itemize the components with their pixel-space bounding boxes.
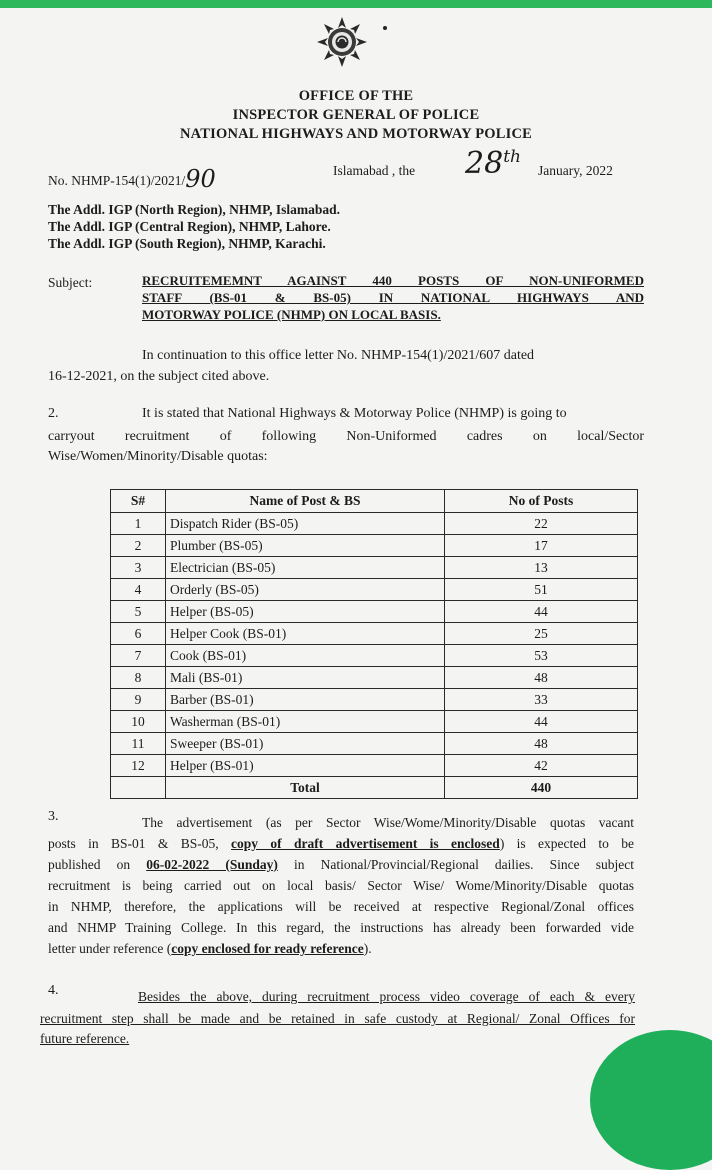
row-sno: 9 xyxy=(111,689,166,711)
table-row xyxy=(111,689,638,711)
para3-line3: published on 06-02-2022 (Sunday) in National/Provincial/Regional dailies. Since subject xyxy=(48,857,635,872)
table-row xyxy=(111,535,638,557)
row-post-name: Sweeper (BS-01) xyxy=(166,733,445,755)
corner-green-shape xyxy=(590,1030,712,1170)
para3-line6: and NHMP Training College. In this regard, the instructions has already been forwarded vide xyxy=(48,920,634,935)
issue-date: January, 2022 xyxy=(538,163,613,178)
row-post-count: 44 xyxy=(445,711,638,733)
para2-number: 2. xyxy=(48,406,59,421)
para3-line5: in NHMP, therefore, the applications will be received at respective Regional/Zonal offices xyxy=(48,899,634,914)
para3-line2: posts in BS-01 & BS-05, copy of draft advertisement is enclosed) is expected to be xyxy=(48,836,634,851)
table-row xyxy=(111,513,638,535)
para2-line3: Wise/Women/Minority/Disable quotas: xyxy=(48,449,268,464)
para2-line2: carryout recruitment of following Non-Uniformed cadres on local/Sector xyxy=(48,429,644,444)
table-row xyxy=(111,601,638,623)
office-title: OFFICE OF THE xyxy=(298,88,414,104)
para3-line7: letter under reference (copy enclosed for ready reference). xyxy=(48,941,372,956)
row-post-count: 13 xyxy=(445,557,638,579)
addressee-south: The Addl. IGP (South Region), NHMP, Karachi. xyxy=(48,236,326,251)
handwritten-date-day: 28th xyxy=(465,146,521,181)
para3-line1: The advertisement (as per Sector Wise/Wome/Minority/Disable quotas vacant xyxy=(142,815,634,830)
issue-place: Islamabad , the xyxy=(333,163,416,178)
subject-text: RECRUITEMEMNT AGAINST 440 POSTS OF NON-UNIFORMED STAFF (BS-01 & BS-05) IN NATIONAL HIGHWAYS AND MOTORWAY POLICE (NHMP) ON LOCAL BASIS. xyxy=(142,273,644,322)
addressee-central: The Addl. IGP (Central Region), NHMP, Lahore. xyxy=(48,219,331,234)
row-sno: 2 xyxy=(111,535,166,557)
para4-line1: Besides the above, during recruitment process video coverage of each & every xyxy=(138,989,635,1004)
row-sno: 11 xyxy=(111,733,166,755)
row-post-count: 48 xyxy=(445,667,638,689)
handwritten-ref: 90 xyxy=(185,165,216,193)
posts-table xyxy=(110,489,638,799)
row-post-count: 48 xyxy=(445,733,638,755)
row-post-count: 22 xyxy=(445,513,638,535)
row-post-name: Barber (BS-01) xyxy=(166,689,445,711)
draft-ad-note: copy of draft advertisement is enclosed xyxy=(231,836,500,851)
col-header-sno: S# xyxy=(111,490,166,513)
row-post-count: 53 xyxy=(445,645,638,667)
police-emblem-icon xyxy=(316,16,368,68)
row-post-count: 17 xyxy=(445,535,638,557)
table-row xyxy=(111,623,638,645)
publish-date: 06-02-2022 (Sunday) xyxy=(146,857,278,872)
row-post-name: Washerman (BS-01) xyxy=(166,711,445,733)
row-post-name: Helper Cook (BS-01) xyxy=(166,623,445,645)
row-post-count: 33 xyxy=(445,689,638,711)
para3-line4: recruitment is being carried out on local basis/ Sector Wise/ Wome/Minority/Disable quotas xyxy=(48,878,634,893)
col-header-post: Name of Post & BS xyxy=(166,490,445,513)
addressee-north: The Addl. IGP (North Region), NHMP, Islamabad. xyxy=(48,202,341,217)
row-sno: 6 xyxy=(111,623,166,645)
total-value: 440 xyxy=(445,777,638,799)
para4-line3: future reference. xyxy=(40,1031,130,1046)
row-post-count: 25 xyxy=(445,623,638,645)
row-sno: 1 xyxy=(111,513,166,535)
col-header-count: No of Posts xyxy=(445,490,638,513)
row-post-name: Cook (BS-01) xyxy=(166,645,445,667)
para2-line1: It is stated that National Highways & Motorway Police (NHMP) is going to xyxy=(142,406,567,421)
row-post-name: Electrician (BS-05) xyxy=(166,557,445,579)
subject-label: Subject: xyxy=(48,275,93,290)
row-post-name: Dispatch Rider (BS-05) xyxy=(166,513,445,535)
total-label: Total xyxy=(166,777,445,799)
row-sno: 7 xyxy=(111,645,166,667)
row-post-count: 44 xyxy=(445,601,638,623)
total-row xyxy=(111,777,638,799)
row-sno: 10 xyxy=(111,711,166,733)
row-post-name: Helper (BS-05) xyxy=(166,601,445,623)
para1-line1: In continuation to this office letter No. NHMP-154(1)/2021/607 dated xyxy=(142,348,535,363)
row-post-name: Helper (BS-01) xyxy=(166,755,445,777)
row-sno: 5 xyxy=(111,601,166,623)
row-post-count: 51 xyxy=(445,579,638,601)
table-header-row xyxy=(111,490,638,513)
row-post-name: Orderly (BS-05) xyxy=(166,579,445,601)
table-row xyxy=(111,557,638,579)
row-post-name: Plumber (BS-05) xyxy=(166,535,445,557)
row-sno: 3 xyxy=(111,557,166,579)
row-post-count: 42 xyxy=(445,755,638,777)
table-row xyxy=(111,579,638,601)
table-row xyxy=(111,711,638,733)
para4-line2: recruitment step shall be made and be retained in safe custody at Regional/ Zonal Offices for xyxy=(40,1011,635,1026)
para3-number: 3. xyxy=(48,809,59,824)
row-post-name: Mali (BS-01) xyxy=(166,667,445,689)
para4-number: 4. xyxy=(48,983,59,998)
reference-number: No. NHMP-154(1)/2021/90 xyxy=(48,165,216,193)
department-name: NATIONAL HIGHWAYS AND MOTORWAY POLICE xyxy=(179,126,532,142)
mark-dot xyxy=(383,26,387,30)
top-green-bar xyxy=(0,0,712,8)
office-subtitle: INSPECTOR GENERAL OF POLICE xyxy=(232,107,480,123)
row-sno: 12 xyxy=(111,755,166,777)
reference-note: copy enclosed for ready reference xyxy=(171,941,364,956)
table-row xyxy=(111,755,638,777)
table-row xyxy=(111,645,638,667)
row-sno: 8 xyxy=(111,667,166,689)
table-row xyxy=(111,733,638,755)
para1-line2: 16-12-2021, on the subject cited above. xyxy=(48,369,270,384)
table-row xyxy=(111,667,638,689)
row-sno: 4 xyxy=(111,579,166,601)
